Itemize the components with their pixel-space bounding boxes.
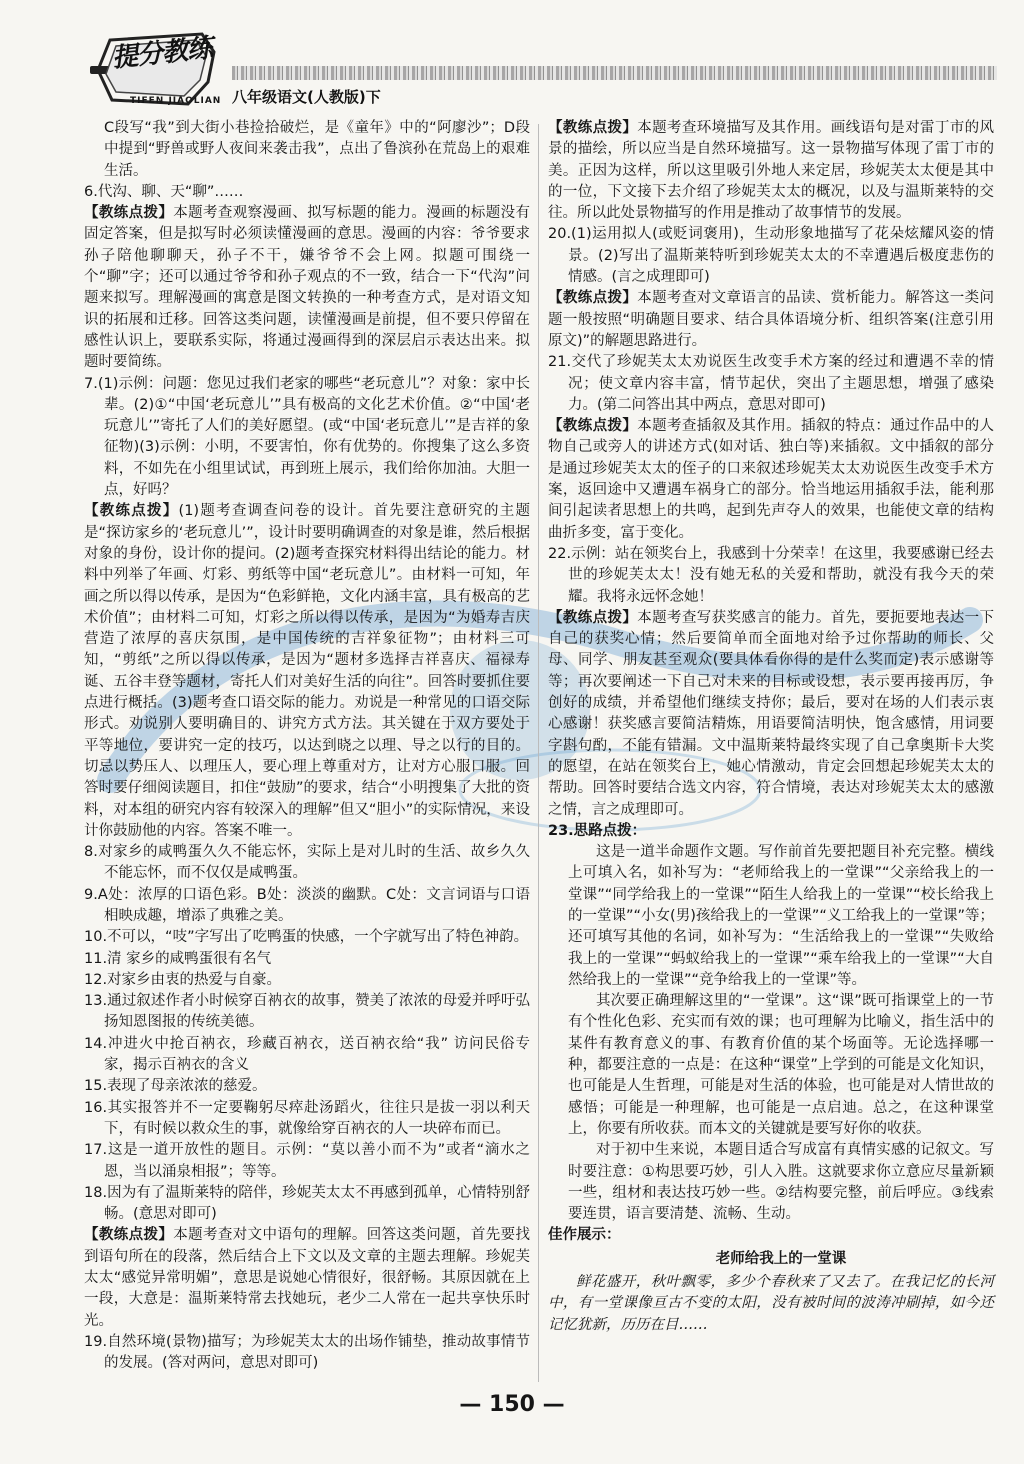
- answer-item: 9.A处：浓厚的口语色彩。B处：淡淡的幽默。C处：文言词语与口语相映成趣，增添了典雅之美。: [84, 886, 530, 924]
- coach-tip: [548, 608, 994, 821]
- coach-tip: [548, 118, 994, 224]
- page-number: — 150 —: [459, 1392, 565, 1417]
- essay-title: 老师给我上的一堂课: [715, 1250, 847, 1267]
- answer-item: 7.(1)示例：问题：您见过我们老家的哪些“老玩意儿”？对象：家中长辈。(2)①“中国‘老玩意儿’”具有极高的文化艺术价值。②“中国‘老玩意儿’”寄托了人们的美好愿望。(或“中国‘老玩意儿’”是吉祥的象征物)(3)示例：小明，不要害怕，你有优势的。你搜集了这么多资料，不如先在小组里试试，再到班上展示，我们给你加油。大胆一点，好吗？: [84, 375, 530, 499]
- answer-item: 6.代沟、聊、天“聊”……: [84, 183, 244, 200]
- answer-item: C段写“我”到大街小巷捡拾破烂，是《童年》中的“阿廖沙”；D段中提到“野兽或野人夜间来袭击我”，点出了鲁滨孙在荒岛上的艰难生活。: [104, 120, 530, 179]
- coach-tip-label: 【教练点拨】: [548, 120, 638, 136]
- coach-tip-label: 【教练点拨】: [548, 609, 638, 626]
- logo-text: 提分教练: [110, 33, 214, 74]
- answer-item: 鲜花盛开，秋叶飘零，多少个春秋来了又去了。在我记忆的长河中，有一堂课像亘古不变的太阳，没有被时间的波涛冲刷掉，如今还记忆犹新，历历在目……: [548, 1274, 994, 1333]
- answer-item: 15.表现了母亲浓浓的慈爱。: [84, 1078, 267, 1095]
- coach-tip: [84, 501, 530, 842]
- answer-item: 12.对家乡由衷的热爱与自豪。: [84, 971, 282, 988]
- coach-tip-text: 本题考查对文章语言的品读、赏析能力。解答这一类问题一般按照“明确题目要求、结合具体语境分析、组织答案(注意引用原文)”的解题思路进行。: [548, 290, 995, 349]
- coach-tip-label: 【教练点拨】: [548, 290, 638, 307]
- coach-tip-text: 本题考查写获奖感言的能力。首先，要扼要地表达一下自己的获奖心情；然后要简单而全面地对给予过你帮助的师长、父母、同学、朋友甚至观众(要具体看你得的是什么奖而定)表示感谢等等；再次要阐述一下自己对未来的目标或设想，表示要再接再厉，争创好的成绩，并希望他们继续支持你；最后，要对在场的人们表示衷心感谢！获奖感言要简洁精炼，用语要简洁明快，饱含感情，用词要字斟句酌，不能有错漏。文中温斯莱特最终实现了自己拿奥斯卡大奖的愿望，在站在领奖台上，她心情激动，肯定会回想起珍妮芙太太的帮助。回答时要结合选文内容，符合情境，表达对珍妮芙太太的感激之情，言之成理即可。: [548, 609, 995, 818]
- answer-item: 8.对家乡的咸鸭蛋久久不能忘怀，实际上是对儿时的生活、故乡久久不能忘怀，而不仅仅是咸鸭蛋。: [84, 844, 530, 882]
- answer-item: 这是一道半命题作文题。写作前首先要把题目补充完整。横线上可填入名，如补写为：“老师给我上的一堂课”“父亲给我上的一堂课”“同学给我上的一堂课”“陌生人给我上的一堂课”“校长给我上的一堂课”“小女(男)孩给我上的一堂课”“义工给我上的一堂课”等；还可填写其他的名词，如补写为：“生活给我上的一堂课”“失败给我上的一堂课”“蚂蚁给我上的一堂课”“乘车给我上的一堂课”“大自然给我上的一堂课”“竞争给我上的一堂课”等。: [568, 844, 994, 988]
- answer-item: 13.通过叙述作者小时候穿百衲衣的故事，赞美了浓浓的母爱并呼吁弘扬知恩图报的传统美德。: [84, 993, 530, 1031]
- coach-tip-text: 本题考查对文中语句的理解。回答这类问题，首先要找到语句所在的段落，然后结合上下文以及文章的主题去理解。珍妮芙太太“感觉异常明媚”，意思是说她心情很好，很舒畅。其原因就在上一段，大意是：温斯莱特常去找她玩，老少二人常在一起共享快乐时光。: [84, 1227, 531, 1329]
- coach-tip-text: 本题考查环境描写及其作用。画线语句是对雷丁市的风景的描绘，所以应当是自然环境描写。这一景物描写体现了雷丁市的美。正因为这样，所以这里吸引外地人来定居，珍妮芙太太便是其中的一位，下文接下去介绍了珍妮芙太太的概况，以及与温斯莱特的交往。所以此处景物描写的作用是推动了故事情节的发展。: [548, 120, 995, 222]
- answer-item: 19.自然环境(景物)描写；为珍妮芙太太的出场作铺垫，推动故事情节的发展。(答对两问，意思对即可): [84, 1333, 530, 1372]
- coach-tip-label: 【教练点拨】: [548, 418, 638, 435]
- answer-item: 18.因为有了温斯莱特的陪伴，珍妮芙太太不再感到孤单，心情特别舒畅。(意思对即可): [84, 1184, 530, 1223]
- coach-tip-label: 【教练点拨】: [84, 205, 174, 222]
- column-divider: [538, 124, 539, 1382]
- answer-item: 21.交代了珍妮芙太太劝说医生改变手术方案的经过和遭遇不幸的情况；使文章内容丰富，情节起伏，突出了主题思想，增强了感染力。(第二问答出其中两点，意思对即可): [548, 354, 994, 413]
- answer-item: 17.这是一道开放性的题目。示例：“莫以善小而不为”或者“滴水之恩，当以涌泉相报”；等等。: [84, 1142, 530, 1180]
- coach-tip-text: (1)题考查调查问卷的设计。首先要注意研究的主题是“探访家乡的‘老玩意儿’”，设计时要明确调查的对象是谁，然后根据对象的身份，设计你的提问。(2)题考查探究材料得出结论的能力。材料中列举了年画、灯彩、剪纸等中国“老玩意儿”。由材料一可知，年画之所以得以传承，是因为“色彩鲜艳，文化内涵丰富，具有极高的艺术价值”；由材料二可知，灯彩之所以得以传承，是因为“为婚寿吉庆营造了浓厚的喜庆氛围，是中国传统的吉祥象征物”；由材料三可知，“剪纸”之所以得以传承，是因为“题材多选择吉祥喜庆、福禄寿诞、五谷丰登等题材，寄托人们对美好生活的向往”。回答时要抓住要点进行概括。(3)题考查口语交际的能力。劝说是一种常见的口语交际形式。劝说别人要明确目的、讲究方式方法。其关键在于双方要处于平等地位，要讲究一定的技巧，以达到晓之以理、导之以行的目的。切忌以势压人、以理压人，要心理上尊重对方，让对方心服口服。回答时要仔细阅读题目，扣住“鼓励”的要求，结合“小明搜集了大批的资料，对本组的研究内容有较深入的理解”但又“胆小”的实际情况，来设计你鼓励他的内容。答案不唯一。: [84, 503, 530, 839]
- answer-item: 其次要正确理解这里的“一堂课”。这“课”既可指课堂上的一节有个性化色彩、充实而有效的课；也可理解为比喻义，指生活中的某件有教育意义的事、有教育价值的某个场面等。无论选择哪一种，都要注意的一点是：在这种“课堂”上学到的可能是文化知识，也可能是人生哲理，可能是对生活的体验，也可能是对人情世故的感悟；可能是一种理解，也可能是一点启迪。总之，在这种课堂上，你要有所收获。而本文的关键就是要写好你的收获。: [568, 993, 994, 1137]
- answer-item: 22.示例：站在领奖台上，我感到十分荣幸！在这里，我要感谢已经去世的珍妮芙太太！没有她无私的关爱和帮助，就没有我今天的荣耀。我将永远怀念她！: [548, 545, 994, 605]
- page-number-value: 150: [489, 1392, 535, 1417]
- header-rule: [232, 66, 997, 80]
- answer-item: 10.不可以，“吱”字写出了吃鸭蛋的快感，一个字就写出了特色神韵。: [84, 929, 529, 946]
- answer-item: 14.冲进火中抢百衲衣，珍藏百衲衣，送百衲衣给“我” 访问民俗专家，揭示百衲衣的含义: [84, 1035, 530, 1074]
- coach-tip-text: 本题考查插叙及其作用。插叙的特点：通过作品中的人物自己或旁人的讲述方式(如对话、独白等)来插叙。文中插叙的部分是通过珍妮芙太太的侄子的口来叙述珍妮芙太太劝说医生改变手术方案，返回途中又遭遇车祸身亡的部分。恰当地运用插叙手法，能利那间引起读者思想上的共鸣，起到先声夺人的效果，也能使文章的结构曲折多变，富于变化。: [548, 418, 995, 541]
- logo-subtitle: TIFEN JIAOLIAN: [130, 96, 222, 106]
- coach-tip: [84, 1225, 530, 1331]
- answer-item: 11.清 家乡的咸鸭蛋很有名气: [84, 950, 272, 967]
- right-column: [548, 118, 994, 1336]
- answer-item: 16.其实报答并不一定要鞠躬尽瘁赴汤蹈火，往往只是拔一羽以利天下，有时候以救众生的事，就像给穿百衲衣的人一块碎布而已。: [84, 1099, 530, 1137]
- coach-tip-label: 【教练点拨】: [84, 503, 179, 520]
- answer-item: 佳作展示：: [548, 1227, 621, 1244]
- left-column: [84, 118, 530, 1375]
- coach-tip: [548, 416, 994, 544]
- answer-item: 对于初中生来说，本题目适合写成富有真情实感的记叙文。写时要注意：①构思要巧妙，引人入胜。这就要求你立意应尽量新颖一些，组材和表达技巧妙一些。②结构要完整，前后呼应。③线索要连贯，语言要清楚、流畅、生动。: [568, 1142, 994, 1223]
- answer-item: 23.思路点拨：: [548, 822, 647, 839]
- coach-tip-label: 【教练点拨】: [84, 1227, 174, 1244]
- coach-tip: [84, 203, 530, 373]
- coach-tip: [548, 288, 994, 352]
- answer-item: 20.(1)运用拟人(或贬词褒用)，生动形象地描写了花朵炫耀风姿的情景。(2)写出了温斯莱特听到珍妮芙太太的不幸遭遇后极度悲伤的情感。(言之成理即可): [548, 226, 994, 286]
- page-header: [0, 0, 1024, 118]
- coach-tip-text: 本题考查观察漫画、拟写标题的能力。漫画的标题没有固定答案，但是拟写时必须读懂漫画的意思。漫画的内容：爷爷要求孙子陪他聊聊天，孙子不干，嫌爷爷不会上网。拟题可围绕一个“聊”字；还可以通过爷爷和孙子观点的不一致，结合一下“代沟”问题来拟写。理解漫画的寓意是图文转换的一种考查方式，是对语文知识的拓展和迁移。回答这类问题，读懂漫画是前提，但不要只停留在感性认识上，要联系实际，将通过漫画得到的深层启示表达出来。拟题时要简练。: [84, 205, 531, 371]
- book-title: 八年级语文(人教版)下: [232, 88, 381, 106]
